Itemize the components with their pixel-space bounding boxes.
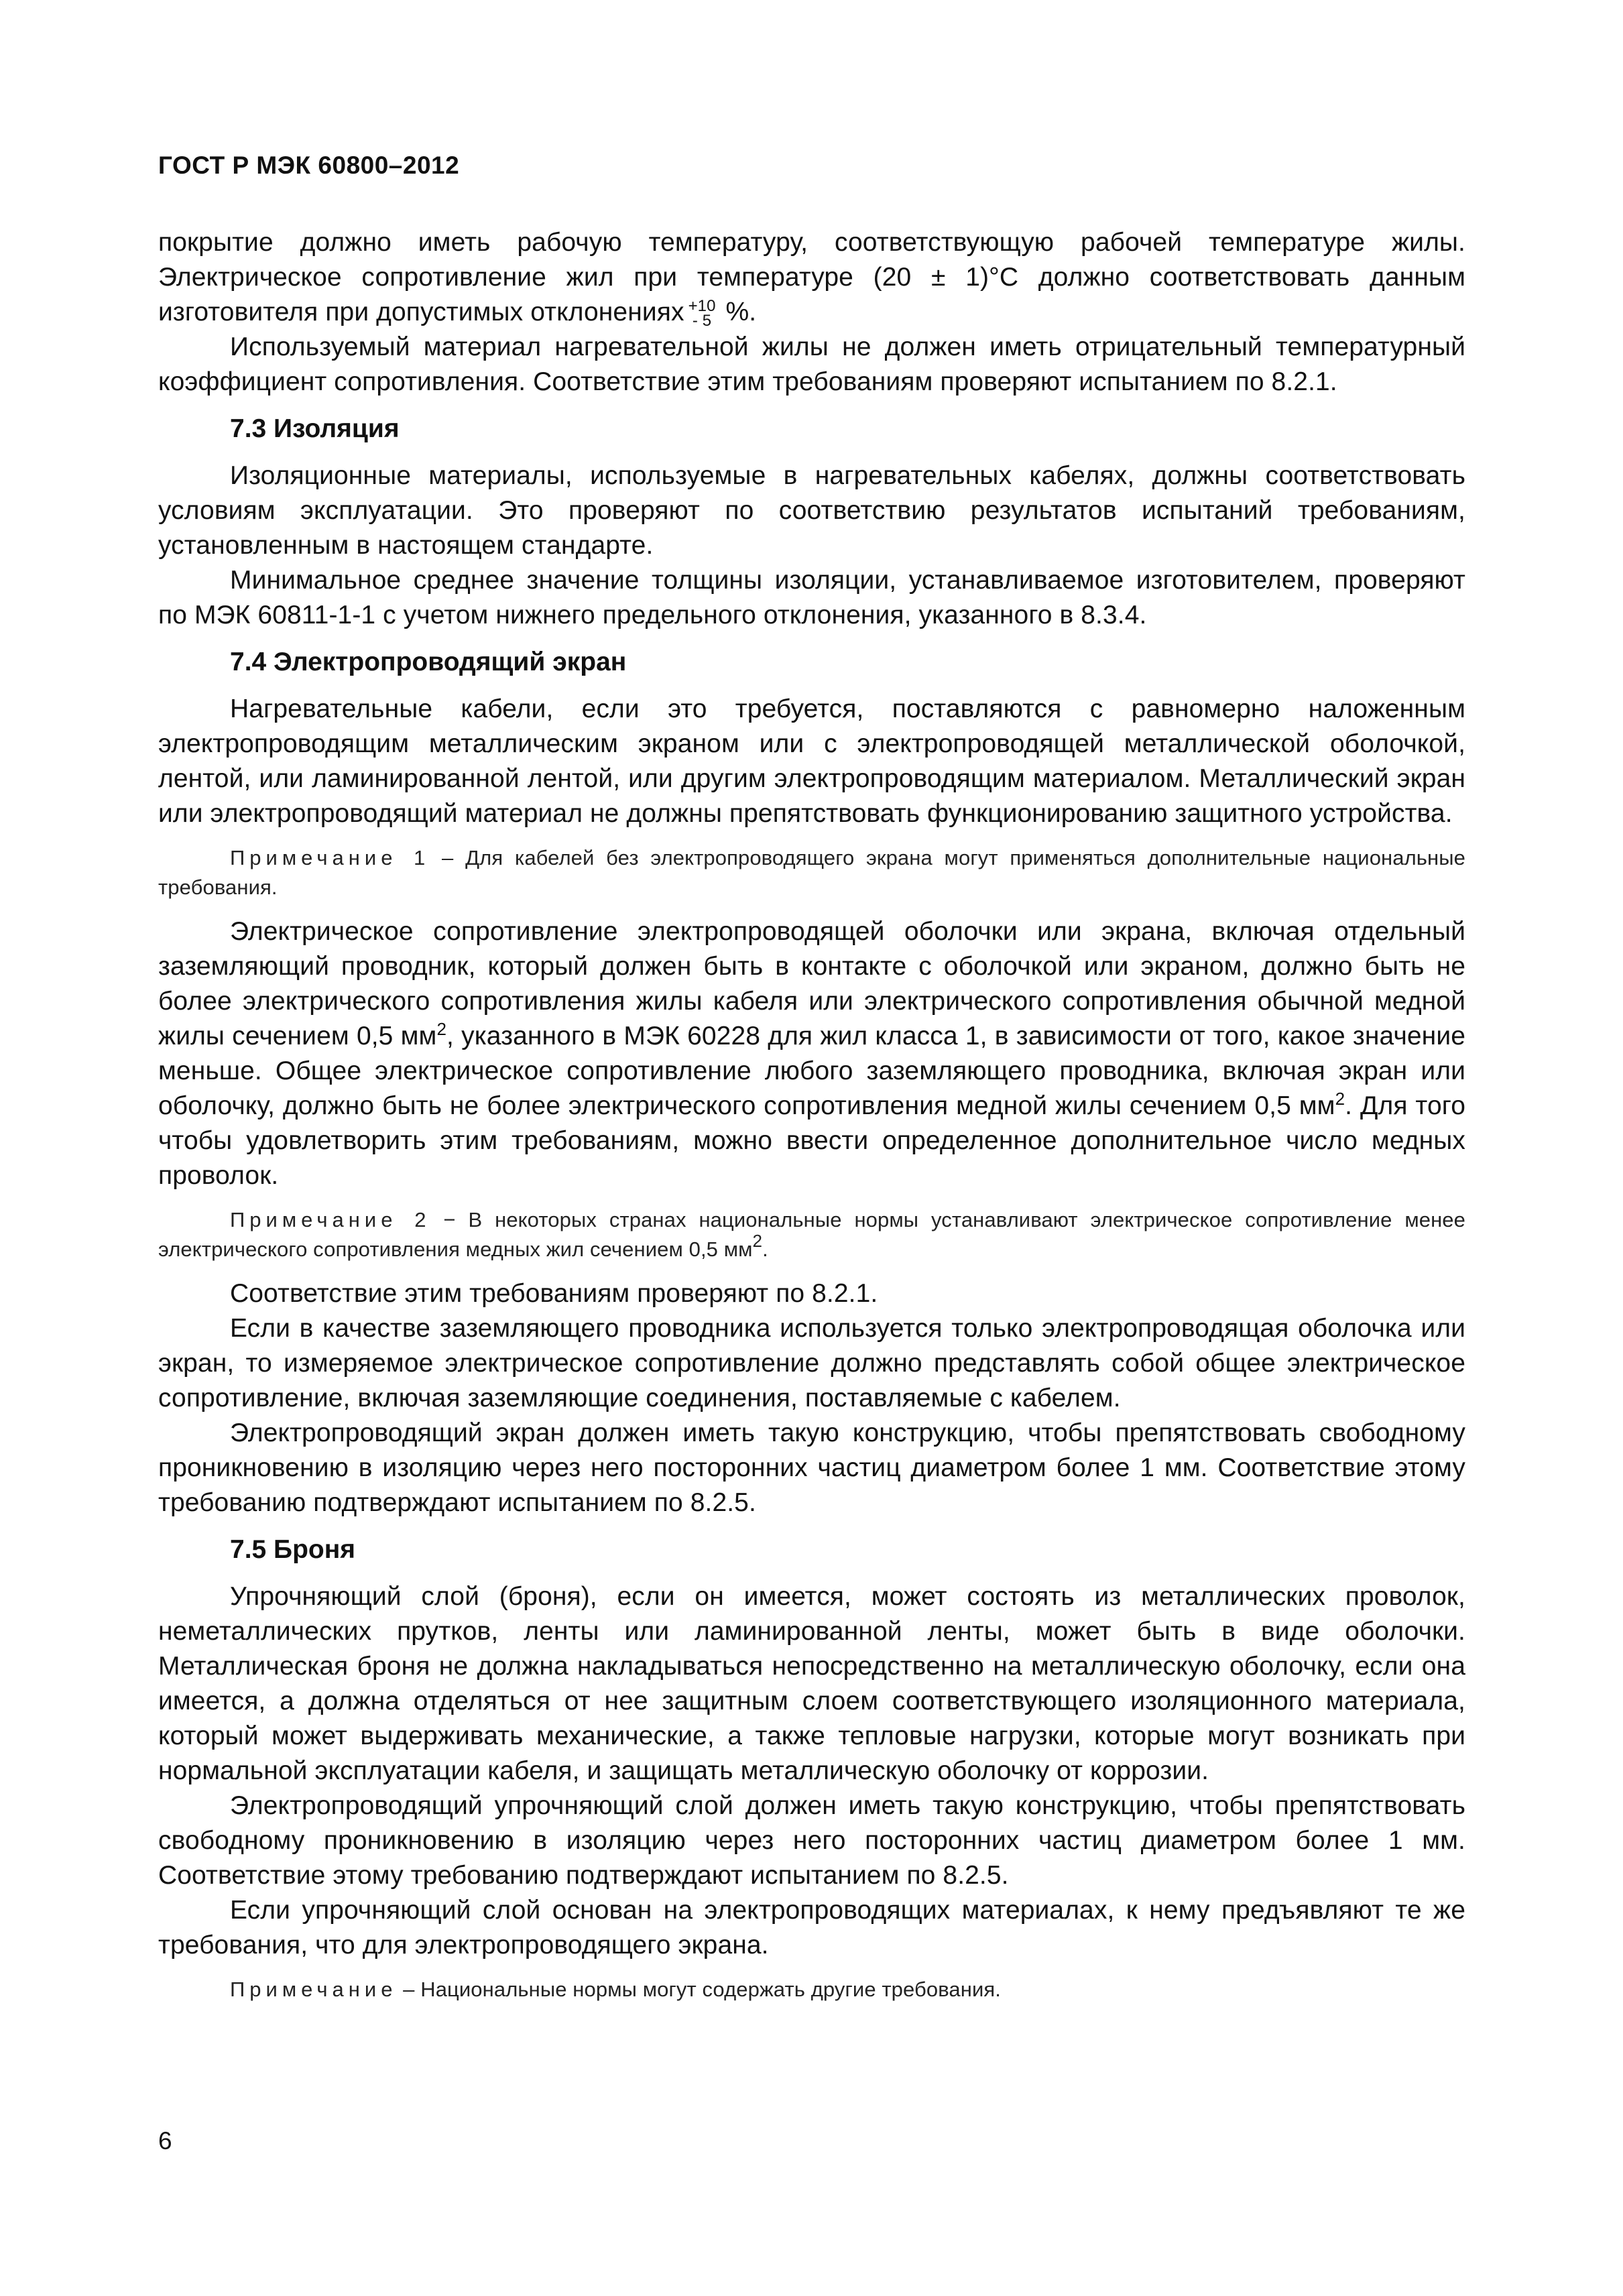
note-2-label: Примечание 2 (230, 1208, 431, 1231)
superscript: 2 (1335, 1089, 1345, 1109)
section-heading-7-4: 7.4 Электропроводящий экран (230, 648, 627, 676)
tolerance-upper: +10 (688, 297, 716, 315)
section-heading-7-3: 7.3 Изоляция (230, 414, 400, 443)
document-body (158, 225, 1465, 2004)
section-7-4-paragraph-5: Электропроводящий экран должен иметь такую конструкцию, чтобы препятствовать свободному проникновению в изоляцию через него посторонних частиц диаметром более 1 мм. Соответствие этому требованию подтверждают испытанием по 8.2.5. (158, 1418, 1465, 1517)
note-1-text: – Для кабелей без электропроводящего экрана могут применяться дополнительные национальные требования. (158, 846, 1465, 899)
intro-paragraph-1 (158, 225, 1465, 330)
intro-paragraph-2: Используемый материал нагревательной жилы не должен иметь отрицательный температурный коэффициент сопротивления. Соответствие этим требованиям проверяют испытанием по 8.2.1. (158, 333, 1465, 396)
note-1-label: Примечание 1 (230, 846, 430, 869)
section-7-5-paragraph-3: Если упрочняющий слой основан на электропроводящих материалах, к нему предъявляют те же требования, что для электропроводящего экрана. (158, 1896, 1465, 1959)
section-7-3-paragraph-1: Изоляционные материалы, используемые в нагревательных кабелях, должны соответствовать условиям эксплуатации. Это проверяют по соответствию результатов испытаний требованиям, установленным в настоящем стандарте. (158, 461, 1465, 560)
superscript: 2 (436, 1019, 447, 1039)
intro-text: покрытие должно иметь рабочую температуру, соответствующую рабочей температуре жилы. Электрическое сопротивление жил при температуре (20 ± 1)°C должно соответствовать данным изготовителя при допустимых отклонениях (158, 228, 1465, 326)
tolerance (688, 299, 716, 328)
section-7-5-paragraph-2: Электропроводящий упрочняющий слой должен иметь такую конструкцию, чтобы препятствовать свободному проникновению в изоляцию через него посторонних частиц диаметром более 1 мм. Соответствие этому требованию подтверждают испытанием по 8.2.5. (158, 1791, 1465, 1890)
para-text: . Для того чтобы удовлетворить этим требованиям, можно ввести определенное дополнительное число медных проволок. (158, 1091, 1466, 1190)
section-7-4-paragraph-2 (158, 914, 1465, 1193)
note-2 (158, 1205, 1465, 1264)
para-text: Электрическое сопротивление электропроводящей оболочки или экрана, включая отдельный заземляющий проводник, который должен быть в контакте с оболочкой или экраном, должно быть не более электрического сопротивления жилы кабеля или электрического сопротивления обычной медной жилы сечением 0,5 мм (158, 917, 1465, 1050)
note-3-label: Примечание (230, 1978, 398, 2001)
intro-text-end: %. (718, 298, 757, 326)
section-7-4-paragraph-1: Нагревательные кабели, если это требуется, поставляются с равномерно наложенным электропроводящим металлическим экраном или с электропроводящей металлической оболочкой, лентой, или ламинированной лентой, или другим электропроводящим материалом. Металлический экран или электропроводящий материал не должны препятствовать функционированию защитного устройства. (158, 694, 1465, 828)
section-7-5-paragraph-1: Упрочняющий слой (броня), если он имеется, может состоять из металлических проволок, неметаллических прутков, ленты или ламинированной ленты, может быть в виде оболочки. Металлическая броня не должна накладываться непосредственно на металлическую оболочку, если она имеется, а должна отделяться от нее защитным слоем соответствующего изоляционного материала, который может выдерживать механические, а также тепловые нагрузки, которые могут возникать при нормальной эксплуатации кабеля, и защищать металлическую оболочку от коррозии. (158, 1582, 1465, 1785)
section-7-3-paragraph-2: Минимальное среднее значение толщины изоляции, устанавливаемое изготовителем, проверяют по МЭК 60811-1-1 с учетом нижнего предельного отклонения, указанного в 8.3.4. (158, 566, 1465, 629)
note-2-text: − В некоторых странах национальные нормы устанавливают электрическое сопротивление менее электрического сопротивления медных жил сечением 0,5 мм (158, 1208, 1465, 1261)
section-heading-7-5: 7.5 Броня (230, 1535, 356, 1564)
superscript: 2 (752, 1231, 763, 1251)
para-text: , указанного в МЭК 60228 для жил класса 1, в зависимости от того, какое значение меньше. Общее электрическое сопротивление любого заземляющего проводника, включая экран или оболочку, должно быть не более электрического сопротивления медной жилы сечением 0,5 мм (158, 1022, 1465, 1120)
note-3-text: – Национальные нормы могут содержать другие требования. (397, 1978, 1001, 2001)
note-2-end: . (762, 1237, 768, 1261)
note-1 (158, 843, 1465, 902)
page-number: 6 (158, 2127, 172, 2155)
note-3 (158, 1975, 1465, 2004)
section-7-4-paragraph-4: Если в качестве заземляющего проводника используется только электропроводящая оболочка или экран, то измеряемое электрическое сопротивление должно представлять собой общее электрическое сопротивление, включая заземляющие соединения, поставляемые с кабелем. (158, 1314, 1465, 1412)
document-header: ГОСТ Р МЭК 60800–2012 (158, 152, 460, 179)
tolerance-lower: - 5 (692, 312, 712, 330)
section-7-4-paragraph-3: Соответствие этим требованиям проверяют по 8.2.1. (230, 1279, 878, 1308)
